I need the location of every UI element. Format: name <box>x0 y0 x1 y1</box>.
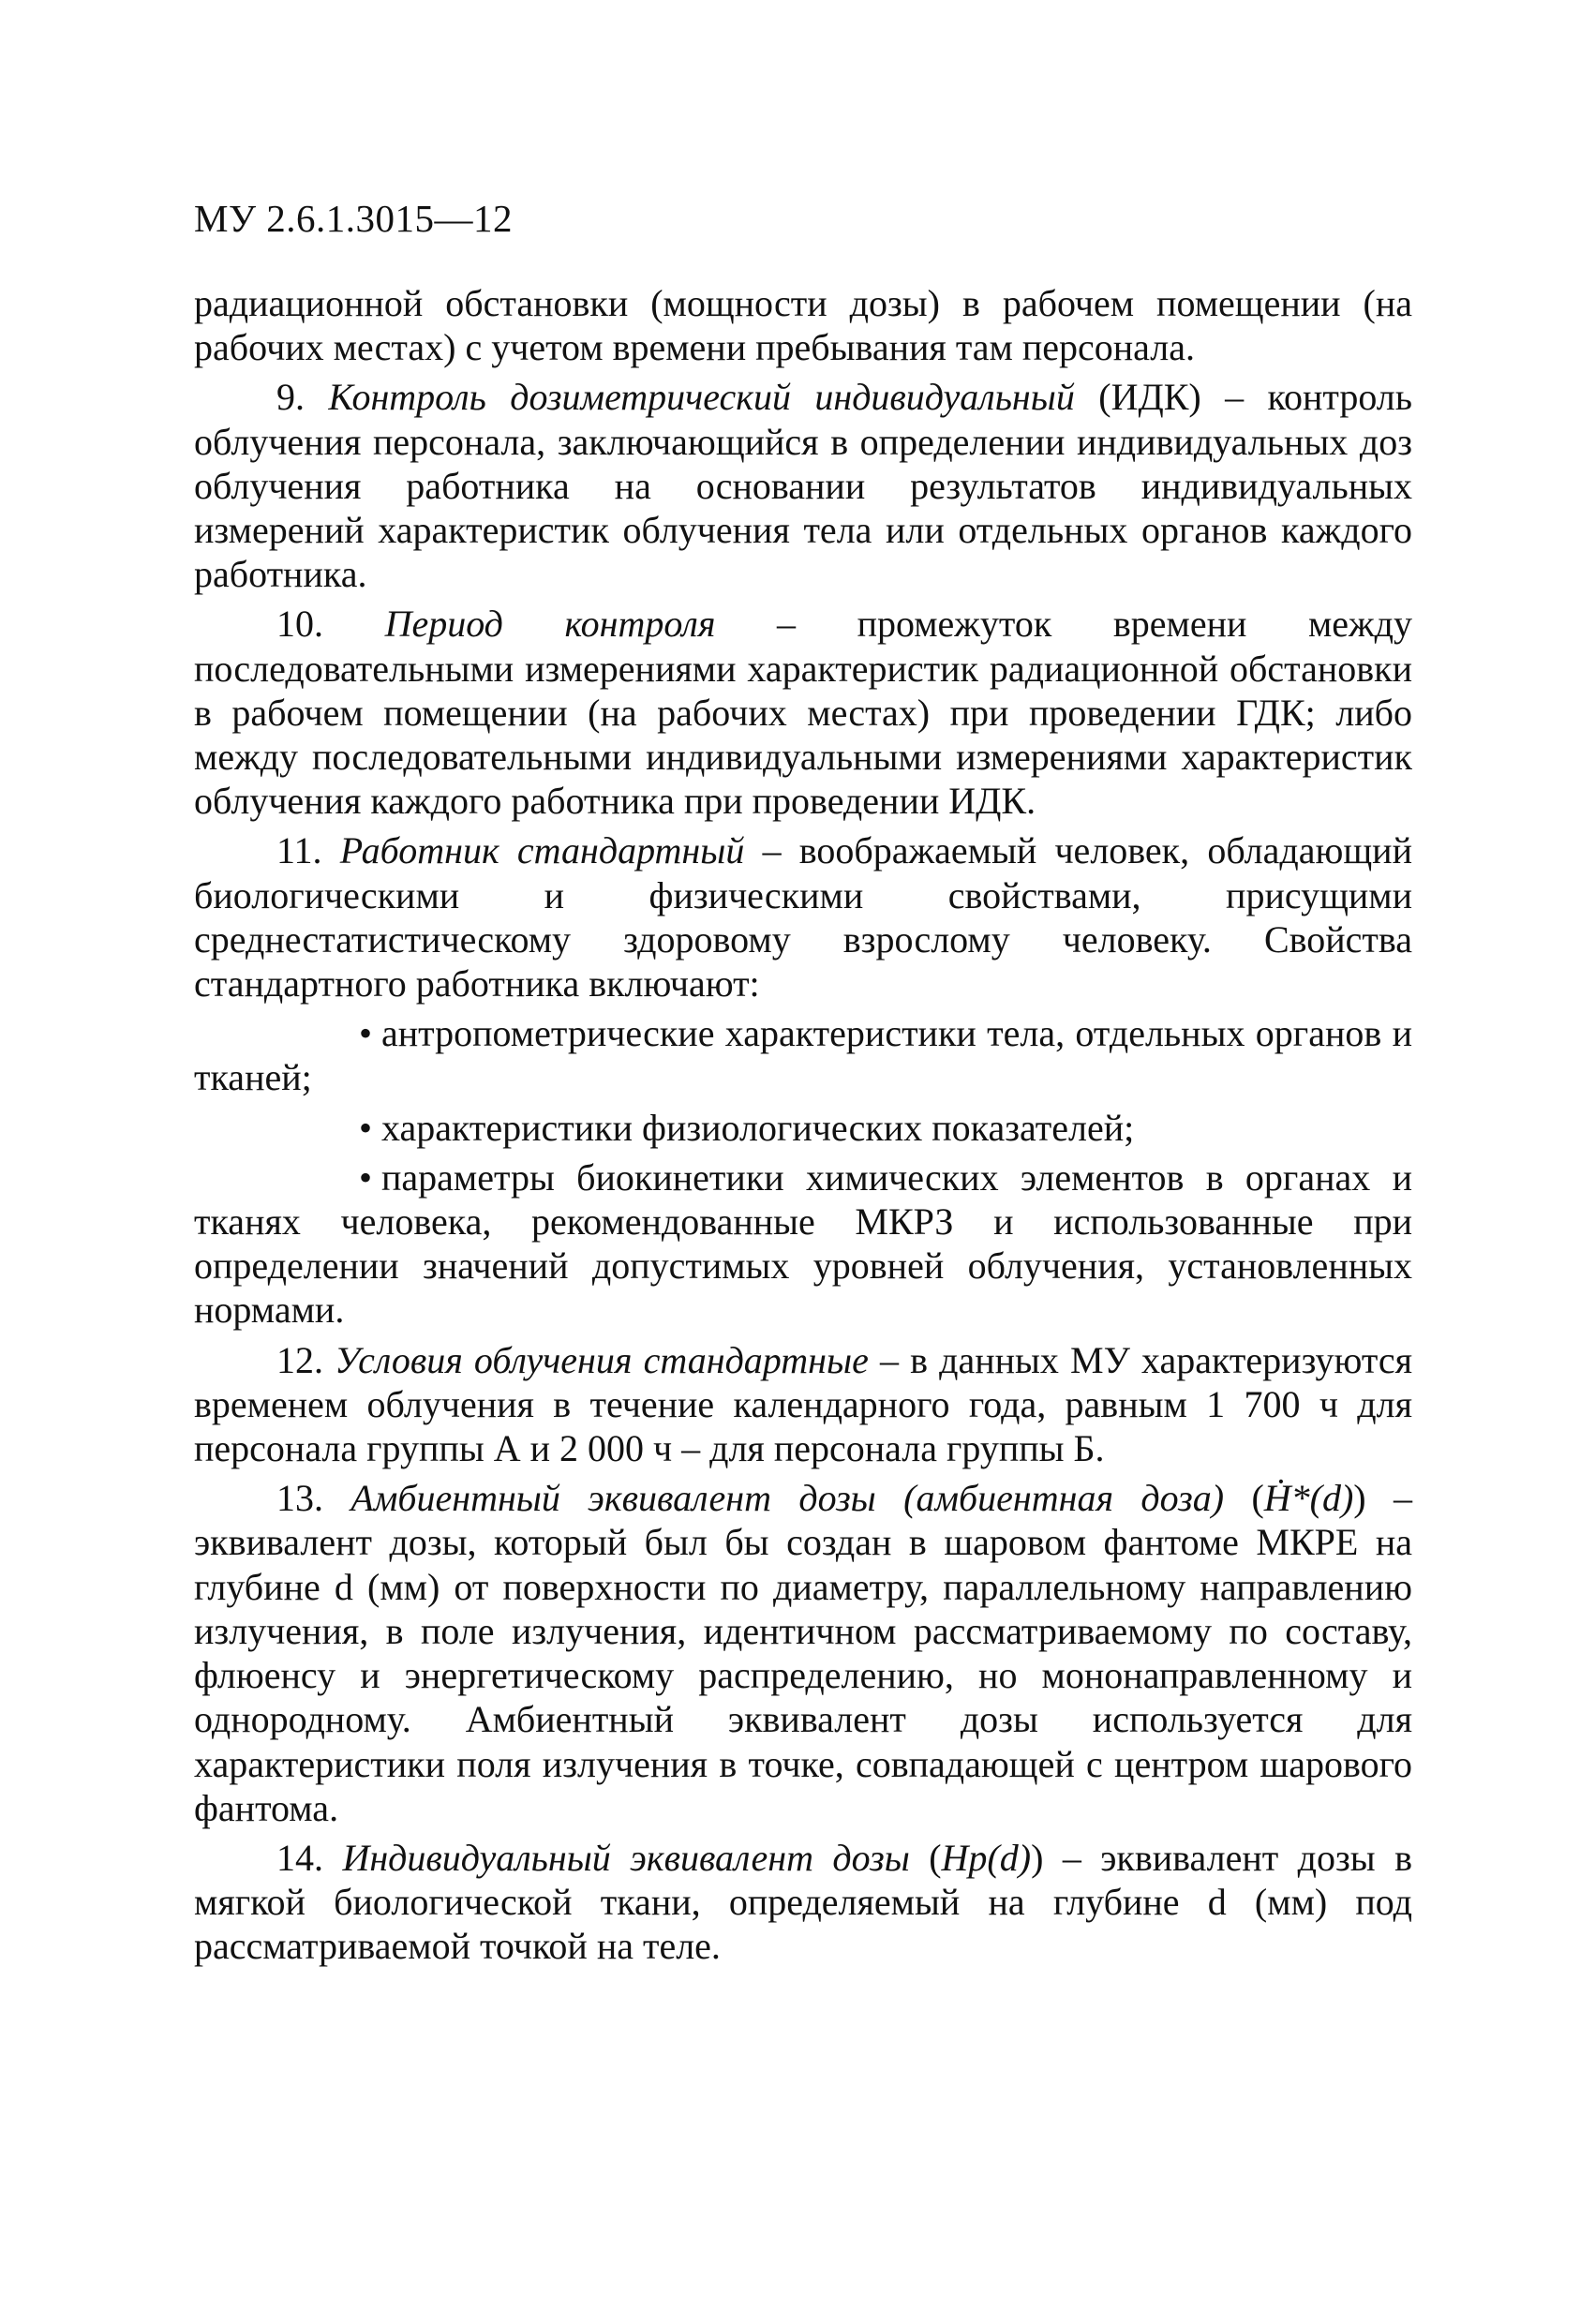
paragraph-number: 12. <box>276 1338 323 1381</box>
bullet-icon: • <box>359 1106 373 1149</box>
paragraph-number: 11. <box>276 829 322 872</box>
document-code-header: МУ 2.6.1.3015—12 <box>194 197 513 240</box>
paragraph-number: 9. <box>276 376 305 419</box>
formula-symbol: Ḣ*(d) <box>1263 1477 1354 1520</box>
paragraph-9 <box>194 375 1412 596</box>
bullet-item <box>194 1155 1412 1333</box>
symbol-close: ) <box>1353 1477 1366 1520</box>
paragraph-number: 13. <box>276 1477 323 1520</box>
term-definition: Условия облучения стандартные <box>335 1338 869 1381</box>
bullet-icon: • <box>359 1155 373 1199</box>
paragraph-10 <box>194 602 1412 823</box>
paragraph-12 <box>194 1338 1412 1471</box>
paragraph-number: 10. <box>276 603 323 646</box>
term-definition: Контроль дозиметрический индивидуальный <box>328 376 1075 419</box>
bullet-item <box>194 1106 1412 1150</box>
paragraph-text: – промежуток времени между последовательными измерениями характеристик радиационной обстановки в рабочем помещении (на рабочих местах) при проведении ГДК; либо между последовательными индивидуальными измерениями характеристик облучения каждого работника при проведении ИДК. <box>194 603 1412 823</box>
paragraph-continuation <box>194 281 1412 369</box>
paragraph-text: – эквивалент дозы, который был бы создан в шаровом фантоме МКРЕ на глубине d (мм) от поверхности по диаметру, параллельному направлению излучения, в поле излучения, идентичном рассматриваемому по составу, флюенсу и энергетическому распределению, но мононаправленному и однородному. Амбиентный эквивалент дозы используется для характеристики поля излучения в точке, совпадающей с центром шарового фантома. <box>194 1477 1413 1829</box>
paragraph-13 <box>194 1476 1412 1830</box>
bullet-text: антропометрические характеристики тела, отдельных органов и тканей; <box>194 1012 1412 1099</box>
paragraph-text: – в данных МУ характеризуются временем облучения в течение календарного года, равным 1 700 ч для персонала группы А и 2 000 ч – для персонала группы Б. <box>194 1338 1412 1470</box>
document-body <box>194 281 1412 1974</box>
symbol-open: ( <box>909 1836 942 1879</box>
paragraph-11 <box>194 828 1412 1006</box>
paragraph-14 <box>194 1836 1412 1969</box>
symbol-open: ( <box>1224 1477 1264 1520</box>
bullet-icon: • <box>359 1012 373 1055</box>
paragraph-number: 14. <box>276 1836 323 1879</box>
term-definition: Амбиентный эквивалент дозы (амбиентная доза) <box>350 1477 1225 1520</box>
paragraph-text: – эквивалент дозы в мягкой биологической ткани, определяемый на глубине d (мм) под рассматриваемой точкой на теле. <box>194 1836 1412 1968</box>
term-definition: Индивидуальный эквивалент дозы <box>342 1836 910 1879</box>
symbol-close: ) <box>1031 1836 1044 1879</box>
formula-symbol: Hp(d) <box>941 1836 1032 1879</box>
paragraph-text: радиационной обстановки (мощности дозы) в рабочем помещении (на рабочих местах) с учетом времени пребывания там персонала. <box>194 282 1412 369</box>
paragraph-text: – воображаемый человек, обладающий биологическими и физическими свойствами, присущими среднестатистическому здоровому взрослому человеку. Свойства стандартного работника включают: <box>194 829 1412 1006</box>
bullet-item <box>194 1011 1412 1099</box>
term-definition: Работник стандартный <box>339 829 745 872</box>
paragraph-text: (ИДК) – контроль облучения персонала, заключающийся в определении индивидуальных доз облучения работника на основании результатов индивидуальных измерений характеристик облучения тела или отдельных органов каждого работника. <box>194 376 1412 596</box>
bullet-text: параметры биокинетики химических элементов в органах и тканях человека, рекомендованные МКРЗ и использованные при определении значений допустимых уровней облучения, установленных нормами. <box>194 1155 1412 1332</box>
bullet-text: характеристики физиологических показателей; <box>381 1106 1135 1149</box>
term-definition: Период контроля <box>384 603 716 646</box>
